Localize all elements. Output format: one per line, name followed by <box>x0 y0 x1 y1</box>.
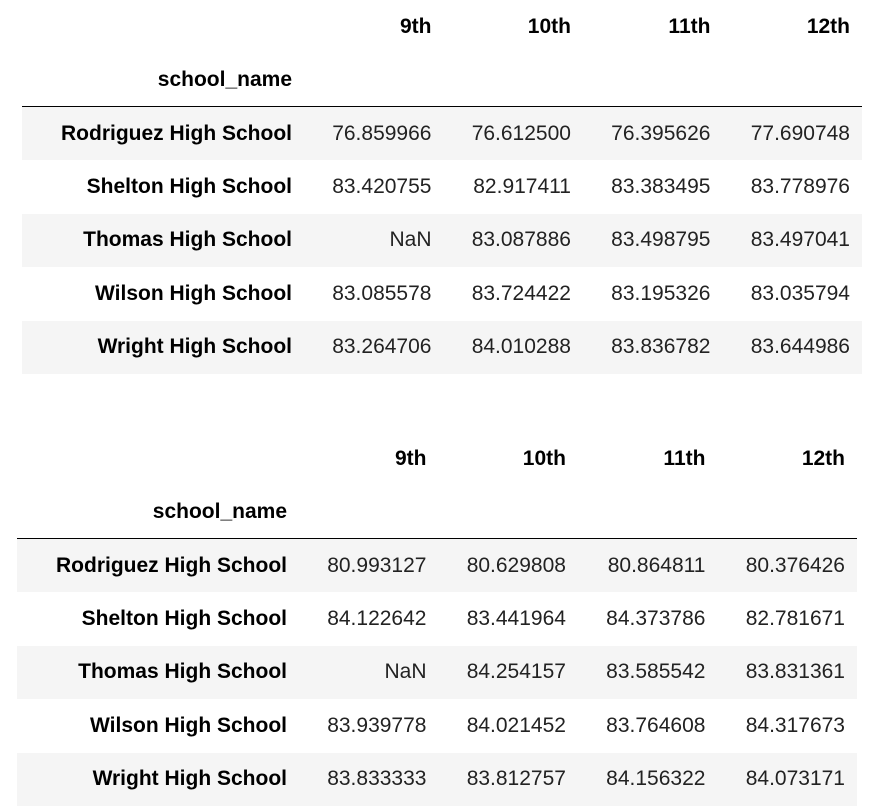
row-index-label: Rodriguez High School <box>56 553 287 577</box>
table-cell: 84.010288 <box>471 335 571 359</box>
table-cell: 76.859966 <box>332 121 432 145</box>
table-cell: 83.195326 <box>611 281 711 305</box>
table-row <box>17 539 857 593</box>
table-cell: 83.812757 <box>466 767 566 791</box>
table-cell: 82.781671 <box>745 606 845 630</box>
table-row <box>17 699 857 753</box>
column-header-9th: 9th <box>399 14 432 38</box>
table-cell: 83.498795 <box>611 228 711 252</box>
table-cell: 83.420755 <box>332 174 432 198</box>
table-cell: 84.122642 <box>327 606 427 630</box>
row-index-label: Thomas High School <box>83 228 292 252</box>
row-index-label: Thomas High School <box>78 660 287 684</box>
table-cell: 84.073171 <box>745 767 845 791</box>
column-header-row <box>22 0 862 53</box>
table-cell: 80.376426 <box>745 553 845 577</box>
table-header <box>22 0 862 107</box>
dataframe-table-2 <box>17 432 857 806</box>
table-row <box>17 646 857 700</box>
dataframe-table-1 <box>22 0 862 374</box>
table-row <box>22 107 862 161</box>
table-cell: 84.317673 <box>745 713 845 737</box>
index-name-row <box>17 485 857 539</box>
row-index-label: Wilson High School <box>95 281 292 305</box>
column-header-row <box>17 432 857 485</box>
column-header-11th: 11th <box>663 446 706 470</box>
table-cell: 83.383495 <box>611 174 711 198</box>
index-name: school_name <box>157 67 292 91</box>
row-index-label: Shelton High School <box>81 606 287 630</box>
row-index-label: Rodriguez High School <box>61 121 292 145</box>
table-cell: 80.864811 <box>607 553 706 577</box>
table-cell: 76.612500 <box>471 121 571 145</box>
table-cell: 84.373786 <box>606 606 706 630</box>
table-cell: 83.264706 <box>332 335 432 359</box>
row-index-label: Shelton High School <box>86 174 292 198</box>
column-header-10th: 10th <box>522 446 566 470</box>
table-cell: 83.939778 <box>327 713 427 737</box>
table-cell: 83.087886 <box>471 228 571 252</box>
table-header <box>17 432 857 539</box>
table-row <box>22 214 862 268</box>
table-cell: 83.764608 <box>606 713 706 737</box>
table-cell: 84.254157 <box>466 660 566 684</box>
table-cell: 83.836782 <box>611 335 711 359</box>
table-cell: 83.497041 <box>750 228 850 252</box>
table-row <box>22 321 862 375</box>
table-cell: 83.585542 <box>606 660 706 684</box>
column-header-12th: 12th <box>801 446 845 470</box>
table-cell: 83.035794 <box>750 281 850 305</box>
table-cell: 84.156322 <box>606 767 706 791</box>
row-index-label: Wright High School <box>97 335 292 359</box>
row-index-label: Wright High School <box>92 767 287 791</box>
table-cell: 82.917411 <box>473 174 571 198</box>
table-cell: 84.021452 <box>466 713 566 737</box>
table-cell: 80.629808 <box>466 553 566 577</box>
table-cell: 83.833333 <box>327 767 427 791</box>
table-row <box>22 267 862 321</box>
table-cell: 83.831361 <box>745 660 845 684</box>
column-header-11th: 11th <box>668 14 711 38</box>
table-cell: 76.395626 <box>611 121 711 145</box>
index-name: school_name <box>152 499 287 523</box>
table-cell: 83.778976 <box>750 174 850 198</box>
column-header-10th: 10th <box>527 14 571 38</box>
column-header-12th: 12th <box>806 14 850 38</box>
corner-cell <box>22 0 304 53</box>
column-header-9th: 9th <box>394 446 427 470</box>
index-name-row <box>22 53 862 107</box>
table-cell: 77.690748 <box>750 121 850 145</box>
table-cell: 83.644986 <box>750 335 850 359</box>
row-index-label: Wilson High School <box>90 713 287 737</box>
table-cell: 83.085578 <box>332 281 432 305</box>
table-cell: 80.993127 <box>327 553 427 577</box>
table-body <box>17 539 857 807</box>
corner-cell <box>17 432 299 485</box>
table-cell: NaN <box>384 660 427 684</box>
table-row <box>17 592 857 646</box>
table-cell: 83.724422 <box>471 281 571 305</box>
table-row <box>17 753 857 807</box>
table-row <box>22 160 862 214</box>
table-body <box>22 107 862 375</box>
table-cell: NaN <box>389 228 432 252</box>
table-cell: 83.441964 <box>466 606 566 630</box>
